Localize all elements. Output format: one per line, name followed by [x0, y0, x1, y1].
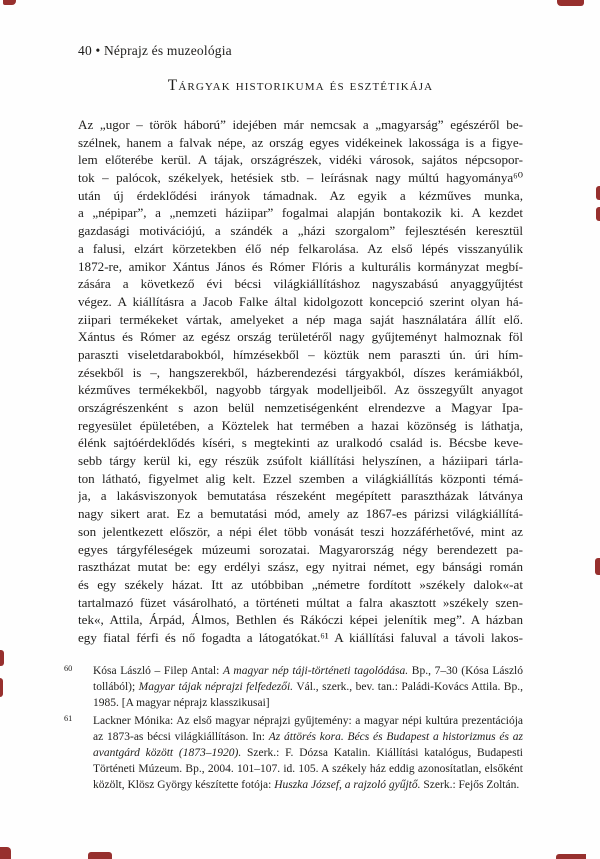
body-line: lem előterébe kerül. A tájak, országrészek, vidéki városok, sajátos népcsopor- — [78, 152, 523, 168]
running-header: 40 • Néprajz és muzeológia — [78, 43, 232, 58]
footnote-title-italic: A magyar nép táji-történeti tagolódása. — [222, 665, 409, 677]
body-line: Az „ugor – török háború” idejében már nemcsak a „magyarság” egészéről be- — [78, 117, 523, 132]
footnote-title-italic: Magyar tájak néprajzi felfedezői. — [138, 681, 294, 694]
footnote-text: Vál., szerk., bev. tan.: Paládi-Kovács Attila. Bp., 1985. [A magyar néprajz klasszikusai] — [93, 681, 523, 710]
footnote-title-italic: Az áttörés kora. Bécs és Budapest a historizmus és az avantgárd között (1873–1920). — [93, 730, 523, 760]
page-edge-mark — [0, 847, 11, 859]
body-line: szélnek, hanem a falvak népe, az ország egyes vidékeinek lakossága is a figye- — [78, 134, 523, 150]
body-line: sebb tárgy kerül ki, egy részük zsúfolt kiállítási helyszínen, a háziipari tárla- — [78, 453, 523, 469]
body-line: zására a következő évi bécsi világkiállításhoz nagyszabású anyaggyűjtést — [78, 276, 523, 292]
page-edge-mark — [556, 854, 586, 859]
footnote-60 — [64, 663, 523, 712]
footnote-text: Bp., 7–30 (Kósa László tollából); — [93, 665, 523, 694]
footnote-title-italic: Huszka József, a rajzoló gyűjtő. — [274, 779, 421, 792]
body-line: regyesület épületében, a Köztelek hat termében a hazai közönség is láthatja, — [78, 417, 523, 433]
body-line: végez. A kiállításra a Jacob Falke által kidolgozott koncepció szerint olyan há- — [78, 293, 523, 309]
body-line: után új érdeklődési irányok támadnak. Az egyik a kézműves munka, — [78, 187, 523, 203]
footnotes — [64, 663, 524, 795]
body-line: élénk sajtóérdeklődés kíséri, s megtekinti az uralkodó család is. Bécsbe keve- — [78, 435, 523, 451]
chapter-title: Tárgyak historikuma és esztétikája — [167, 77, 434, 94]
body-line: a „népipar”, a „nemzeti háziipar” fogalmai alapján bontakozik ki. A kezdet — [78, 205, 523, 221]
footnote-text: Szerk.: F. Dózsa Katalin. Kiállítási katalógus, Budapesti Történeti Múzeum. Bp., 2004. 101–107. id. 105. A székely ház eddig azonosítatlan, elsőként közölt, Klösz György készítette fotója: — [93, 747, 524, 792]
body-line: egy fiatal férfi és nő fogadta a látogatókat.⁶¹ A kiállítási faluval a távoli lakos- — [78, 629, 523, 645]
body-line: gazdasági motivációjú, a szándék a „házi szorgalom” fejlesztésén keresztül — [78, 223, 523, 239]
body-line: ton látható, figyelmet alig kelt. Ezzel szemben a világkiállítás központi témá- — [78, 470, 523, 486]
footnote-61 — [64, 713, 524, 794]
body-line: 1872-re, amikor Xántus János és Rómer Flóris a kulturális kormányzat megbí- — [78, 258, 523, 274]
body-line: és egy székely házat. Itt az utóbbiban „németre fordított »székely dalok«-at — [78, 576, 523, 592]
footnote-text: Lackner Mónika: Az első magyar néprajzi gyűjtemény: a magyar népi kultúra prezentációja az 1873-as bécsi világkiállításon. In: — [93, 714, 523, 743]
page-edge-mark — [596, 207, 600, 221]
page-edge-mark — [0, 650, 4, 666]
page-edge-mark — [596, 186, 600, 200]
footnote-number: 60 — [64, 664, 73, 673]
body-line: son jelentkezett először, a népi élet több vonását teszi hozzáférhetővé, mint az — [78, 523, 523, 539]
body-line: nagy sikert arat. Ez a bemutatási mód, amely az 1867-es párizsi világkiállítá- — [78, 506, 523, 522]
body-line: kézműves termékekből, nagyobb tárgyak modelljeiből. Az összegyűlt anyagot — [78, 382, 523, 398]
page-edge-mark — [88, 852, 112, 859]
body-line: paraszti viseletdarabokból, hímzésekből – köztük nem paraszti ún. úri hím- — [78, 346, 523, 362]
footnote-text: Szerk.: Fejős Zoltán. — [420, 779, 520, 792]
body-line: egyes tárgyféleségek múzeumi sorozatai. Magyarország négy berendezett pa- — [78, 541, 523, 557]
body-line: ziipari termékeket vártak, amelyeket a nép maga saját használatára állít elő. — [78, 311, 523, 327]
page-edge-mark — [595, 558, 600, 575]
page-edge-mark — [3, 0, 16, 5]
footnote-text: Kósa László – Filep Antal: — [93, 665, 223, 677]
body-line: rasztházat mutat be: egy erdélyi szász, egy nyitrai német, egy bánsági román — [78, 559, 523, 575]
body-line: tartalmazó füzet vásárolható, a történeti múltat a falra akasztott »székely szen- — [78, 594, 523, 610]
body-line: a falusi, elzárt körzetekben élő nép felkarolása. Az első lépés visszanyúlik — [78, 240, 523, 256]
body-text — [78, 116, 523, 647]
body-line: tok – palócok, székelyek, hetésiek stb. – leírásnak nagy múltú hagyománya⁶⁰ — [78, 170, 523, 186]
page-edge-mark — [557, 0, 584, 6]
body-line: zésekből is –, hangszerekből, házberendezési tárgyakból, díszes kerámiákból, — [78, 364, 523, 380]
body-line: Xántus és Rómer az egész ország területéről nagy gyűjteményt halmoznak föl — [78, 329, 523, 345]
footnote-number: 61 — [64, 713, 73, 723]
body-line: ja, a lakásviszonyok bemutatása részeként megépített parasztházak látványa — [78, 488, 523, 504]
page-edge-mark — [0, 678, 3, 697]
body-line: tek«, Attila, Árpád, Álmos, Bethlen és Rákóczi képei jelenítik meg”. A házban — [78, 612, 523, 628]
body-line: országrészenként s azon belül nemzetiségenként elrendezve a Magyar Ipa- — [78, 400, 523, 415]
